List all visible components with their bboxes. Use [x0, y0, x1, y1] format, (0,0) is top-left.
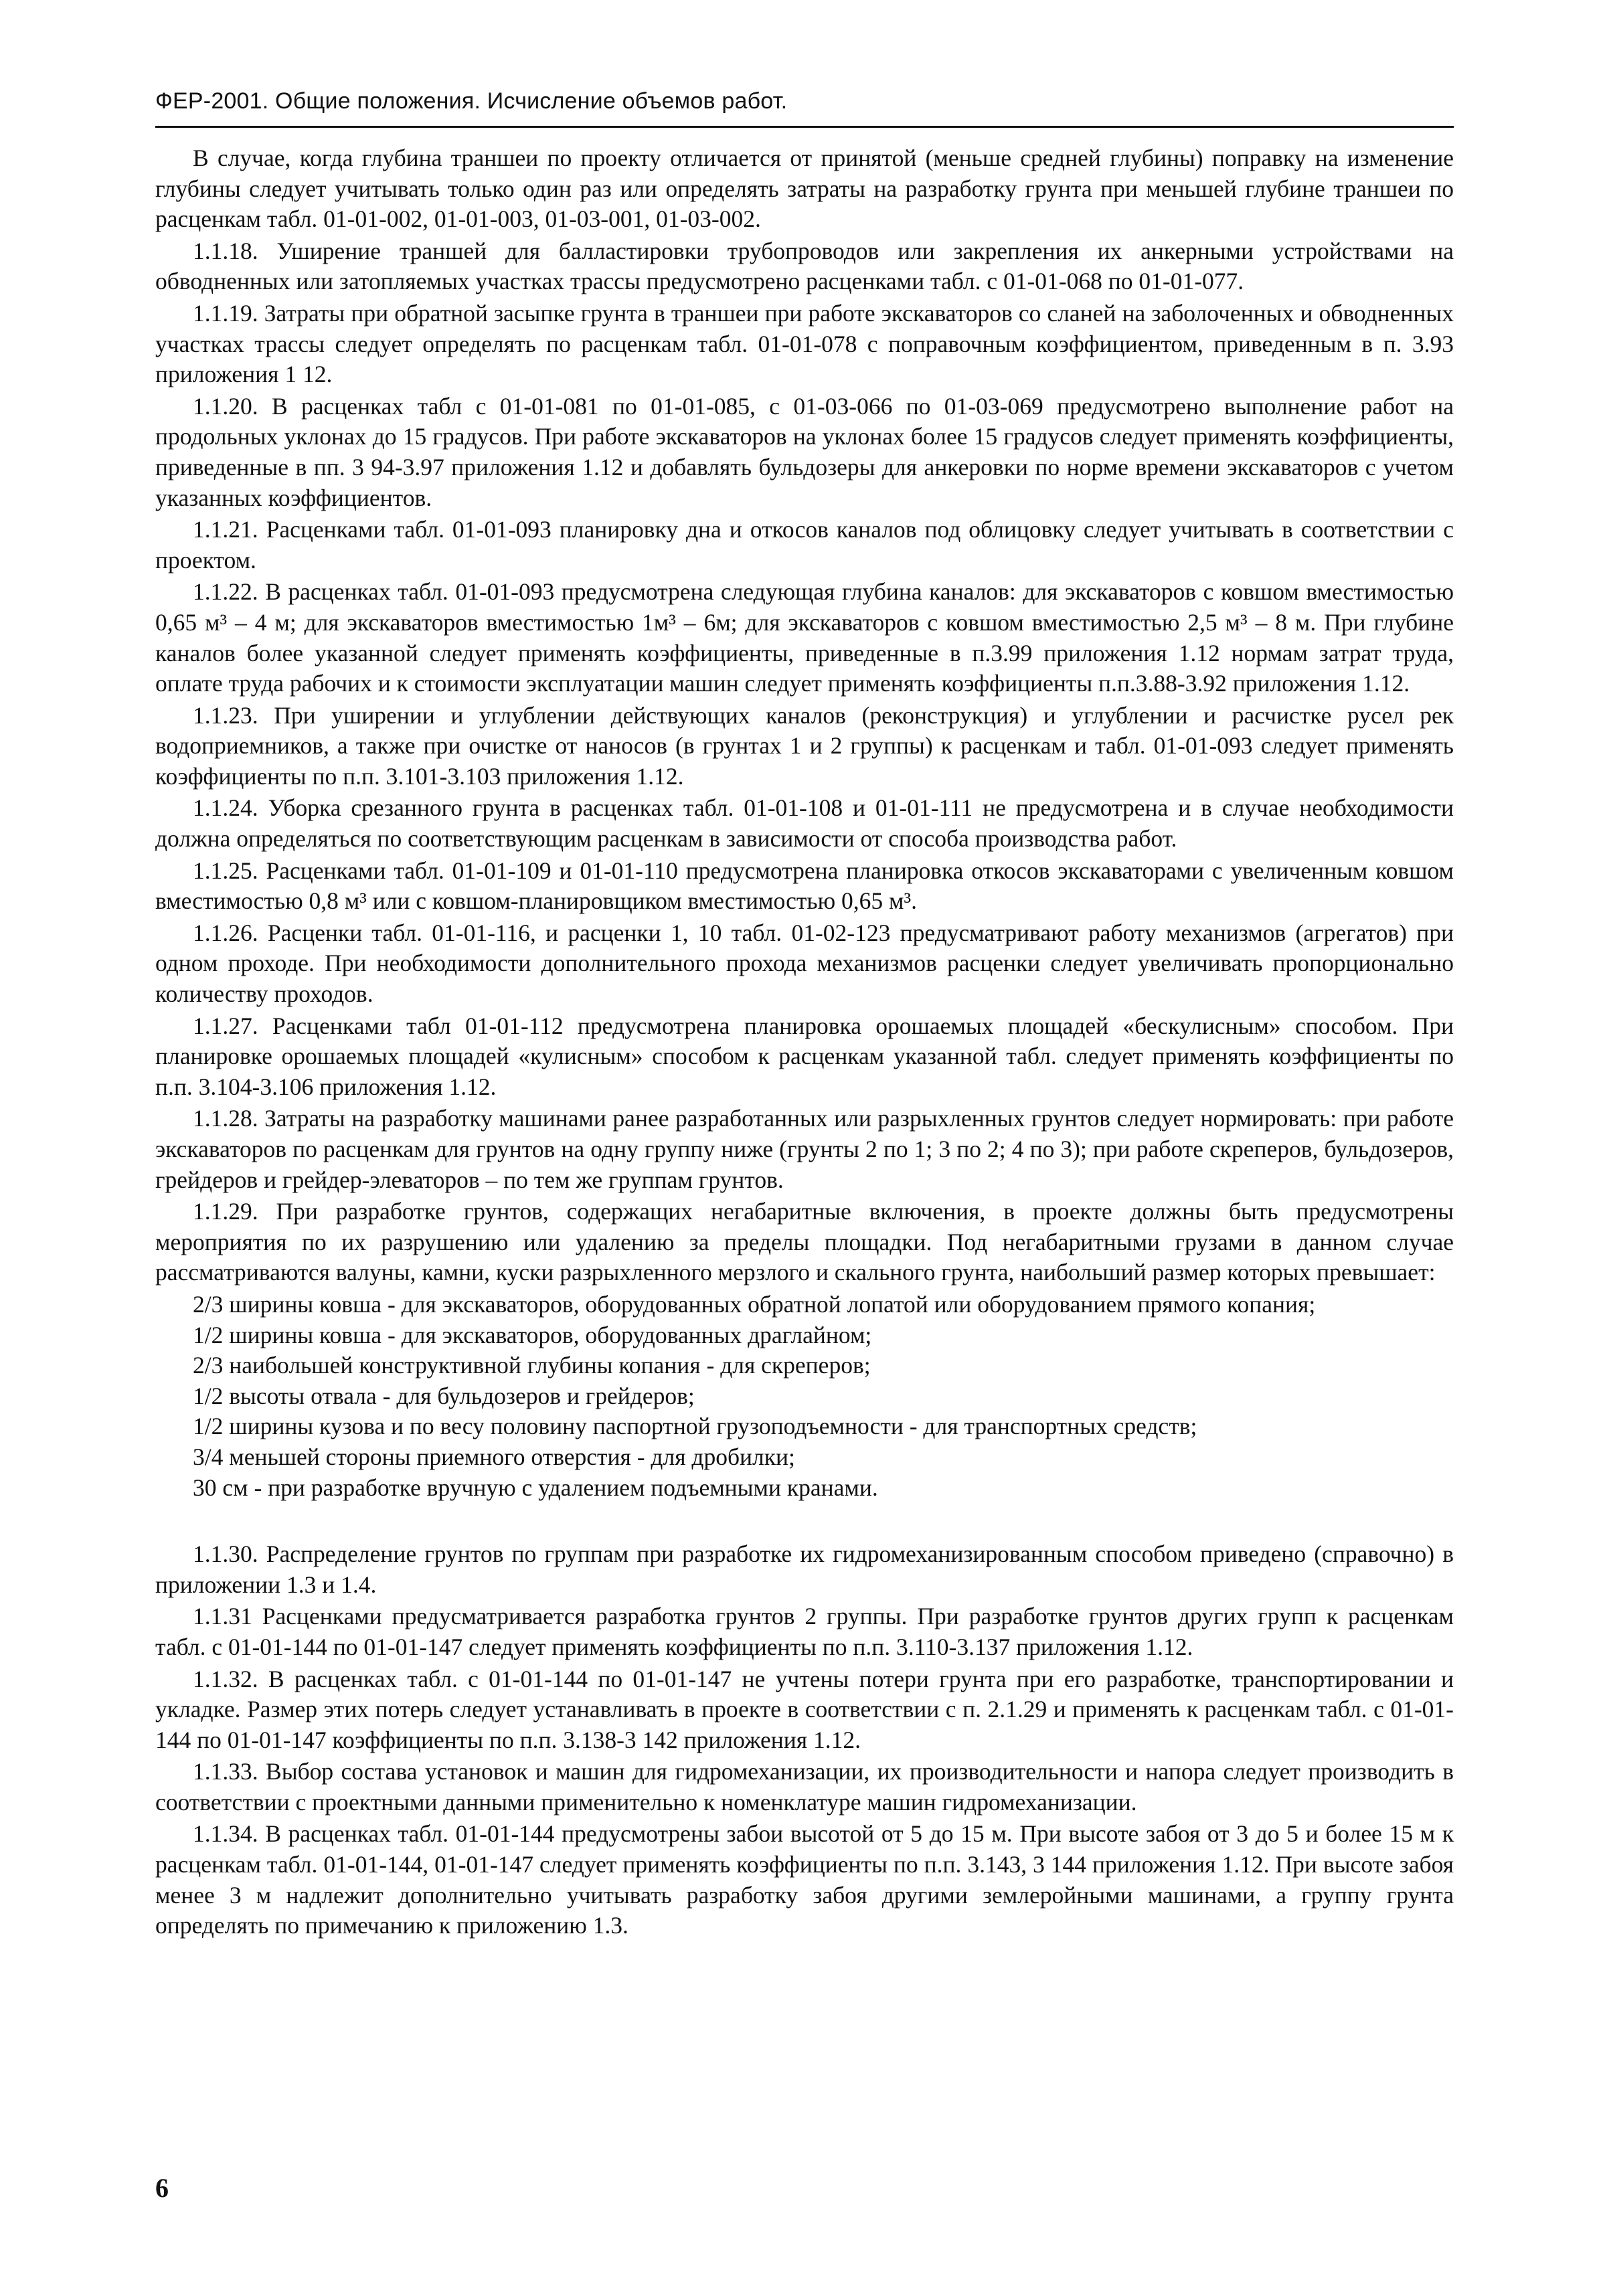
list-item: 1/2 ширины кузова и по весу половину паспортной грузоподъемности - для транспортных средств; [193, 1413, 1197, 1440]
paragraph-1-1-26: 1.1.26. Расценки табл. 01-01-116, и расценки 1, 10 табл. 01-02-123 предусматривают работу механизмов (агрегатов) при одном проходе. При необходимости дополнительного прохода механизмов расценки следует увеличивать пропорционально количеству проходов. [155, 919, 1454, 1008]
paragraph-1-1-23: 1.1.23. При уширении и углублении действующих каналов (реконструкция) и углублении и расчистке русел рек водоприемников, а также при очистке от наносов (в грунтах 1 и 2 группы) к расценкам и табл. 01-01-093 следует применять коэффициенты по п.п. 3.101-3.103 приложения 1.12. [155, 701, 1454, 790]
list-item: 1/2 высоты отвала - для бульдозеров и грейдеров; [193, 1382, 695, 1409]
list-item: 1/2 ширины ковша - для экскаваторов, оборудованных драглайном; [193, 1321, 872, 1348]
list-item: 2/3 ширины ковша - для экскаваторов, оборудованных обратной лопатой или оборудованием прямого копания; [193, 1290, 1316, 1318]
paragraph-1-1-33: 1.1.33. Выбор состава установок и машин для гидромеханизации, их производительности и напора следует производить в соответствии с проектными данными применительно к номенклатуре машин гидромеханизации. [155, 1758, 1454, 1816]
paragraph-1-1-32: 1.1.32. В расценках табл. с 01-01-144 по 01-01-147 не учтены потери грунта при его разработке, транспортировании и укладке. Размер этих потерь следует устанавливать в проекте в соответствии с п. 2.1.29 и применять к расценкам табл. с 01-01-144 по 01-01-147 коэффициенты по п.п. 3.138-3 142 приложения 1.12. [155, 1665, 1454, 1753]
list-item: 30 см - при разработке вручную с удалением подъемными кранами. [193, 1474, 878, 1501]
section-gap [155, 1503, 1454, 1539]
paragraph-1-1-27: 1.1.27. Расценками табл 01-01-112 предусмотрена планировка орошаемых площадей «бескулисным» способом. При планировке орошаемых площадей «кулисным» способом к расценкам указанной табл. следует применять коэффициенты по п.п. 3.104-3.106 приложения 1.12. [155, 1012, 1454, 1100]
page-number: 6 [155, 2173, 169, 2203]
list-item: 3/4 меньшей стороны приемного отверстия - для дробилки; [193, 1443, 795, 1470]
paragraph-1-1-25: 1.1.25. Расценками табл. 01-01-109 и 01-01-110 предусмотрена планировка откосов экскаваторами с увеличенным ковшом вместимостью 0,8 м³ или с ковшом-планировщиком вместимостью 0,65 м³. [155, 857, 1454, 915]
list-item: 2/3 наибольшей конструктивной глубины копания - для скреперов; [193, 1352, 871, 1379]
paragraph-1-1-34: 1.1.34. В расценках табл. 01-01-144 предусмотрены забои высотой от 5 до 15 м. При высоте забоя от 3 до 5 и более 15 м к расценкам табл. 01-01-144, 01-01-147 следует применять коэффициенты по п.п. 3.143, 3 144 приложения 1.12. При высоте забоя менее 3 м надлежит дополнительно учитывать разработку забоя другими землеройными машинами, а группу грунта определять по примечанию к приложению 1.3. [155, 1820, 1454, 1939]
header-rule [155, 126, 1454, 128]
paragraph-1-1-19: 1.1.19. Затраты при обратной засыпке грунта в траншеи при работе экскаваторов со сланей на заболоченных и обводненных участках трассы следует определять по расценкам табл. 01-01-078 с поправочным коэффициентом, приведенным в п. 3.93 приложения 1 12. [155, 299, 1454, 388]
paragraph-1-1-22: 1.1.22. В расценках табл. 01-01-093 предусмотрена следующая глубина каналов: для экскаваторов с ковшом вместимостью 0,65 м³ – 4 м; для экскаваторов вместимостью 1м³ – 6м; для экскаваторов с ковшом вместимостью 2,5 м³ – 8 м. При глубине каналов более указанной следует применять коэффициенты, приведенные в п.3.99 приложения 1.12 нормам затрат труда, оплате труда рабочих и к стоимости эксплуатации машин следует применять коэффициенты п.п.3.88-3.92 приложения 1.12. [155, 578, 1454, 697]
paragraph-1-1-24: 1.1.24. Уборка срезанного грунта в расценках табл. 01-01-108 и 01-01-111 не предусмотрена и в случае необходимости должна определяться по соответствующим расценкам в зависимости от способа производства работ. [155, 794, 1454, 853]
paragraph-1-1-31: 1.1.31 Расценками предусматривается разработка грунтов 2 группы. При разработке грунтов других групп к расценкам табл. с 01-01-144 по 01-01-147 следует применять коэффициенты по п.п. 3.110-3.137 приложения 1.12. [155, 1603, 1454, 1660]
paragraph-1-1-20: 1.1.20. В расценках табл с 01-01-081 по 01-01-085, с 01-03-066 по 01-03-069 предусмотрено выполнение работ на продольных уклонах до 15 градусов. При работе экскаваторов на уклонах более 15 градусов следует применять коэффициенты, приведенные в пп. 3 94-3.97 приложения 1.12 и добавлять бульдозеры для анкеровки по норме времени экскаваторов с учетом указанных коэффициентов. [155, 392, 1454, 511]
running-header: ФЕР-2001. Общие положения. Исчисление объемов работ. [155, 88, 788, 114]
paragraph: В случае, когда глубина траншеи по проекту отличается от принятой (меньше средней глубины) поправку на изменение глубины следует учитывать только один раз или определять затраты на разработку грунта при меньшей глубине траншеи по расценкам табл. 01-01-002, 01-01-003, 01-03-001, 01-03-002. [155, 145, 1454, 233]
paragraph-1-1-30: 1.1.30. Распределение грунтов по группам при разработке их гидромеханизированным способом приведено (справочно) в приложении 1.3 и 1.4. [155, 1540, 1454, 1598]
paragraph-1-1-21: 1.1.21. Расценками табл. 01-01-093 планировку дна и откосов каналов под облицовку следует учитывать в соответствии с проектом. [155, 516, 1454, 573]
paragraph-1-1-28: 1.1.28. Затраты на разработку машинами ранее разработанных или разрыхленных грунтов следует нормировать: при работе экскаваторов по расценкам для грунтов на одну группу ниже (грунты 2 по 1; 3 по 2; 4 по 3); при работе скреперов, бульдозеров, грейдеров и грейдер-элеваторов – по тем же группам грунтов. [155, 1105, 1454, 1193]
page-body [155, 143, 1454, 1943]
paragraph-1-1-29: 1.1.29. При разработке грунтов, содержащих негабаритные включения, в проекте должны быть предусмотрены мероприятия по их разрушению или удалению за пределы площадки. Под негабаритными грузами в данном случае рассматриваются валуны, камни, куски разрыхленного мерзлого и скального грунта, наибольший размер которых превышает: [155, 1198, 1454, 1286]
paragraph-1-1-18: 1.1.18. Уширение траншей для балластировки трубопроводов или закрепления их анкерными устройствами на обводненных или затопляемых участках трассы предусмотрено расценками табл. с 01-01-068 по 01-01-077. [155, 237, 1454, 295]
